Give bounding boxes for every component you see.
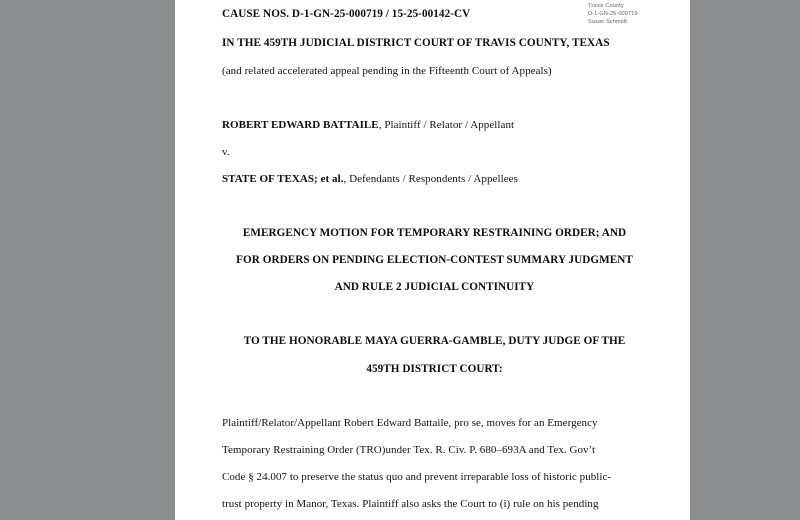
filing-stamp-county: Travis County [588, 3, 624, 9]
related-appeal-line: (and related accelerated appeal pending in the Fifteenth Court of Appeals) [222, 65, 552, 77]
filing-stamp-clerk-name: Susan Schmidt [588, 19, 628, 26]
defendant-name: STATE OF TEXAS; et al. [222, 173, 344, 185]
motion-title-line-3: AND RULE 2 JUDICIAL CONTINUITY [334, 281, 535, 293]
defendant-line [222, 173, 647, 185]
filing-stamp-cause-number: D-1-GN-25-000719 [588, 11, 638, 18]
document-page [175, 0, 690, 520]
plaintiff-line [222, 119, 647, 131]
address-block-line-1: TO THE HONORABLE MAYA GUERRA-GAMBLE, DUTY JUDGE OF THE [243, 335, 626, 347]
defendant-roles: , Defendants / Respondents / Appellees [343, 173, 518, 185]
address-block-line-2: 459TH DISTRICT COURT: [366, 363, 503, 375]
plaintiff-name: ROBERT EDWARD BATTAILE [222, 119, 379, 131]
body-paragraph-line-4: trust property in Manor, Texas. Plaintiff also asks the Court to (i) rule on his pending [222, 498, 599, 510]
body-paragraph-line-2: Temporary Restraining Order (TRO)under Tex. R. Civ. P. 680–693A and Tex. Gov’t [222, 444, 596, 456]
plaintiff-roles: , Plaintiff / Relator / Appellant [378, 119, 515, 131]
body-paragraph-line-1: Plaintiff/Relator/Appellant Robert Edward Battaile, pro se, moves for an Emergency [222, 417, 598, 429]
cause-numbers-line: CAUSE NOS. D-1-GN-25-000719 / 15-25-00142-CV [222, 8, 471, 20]
motion-title-line-2: FOR ORDERS ON PENDING ELECTION-CONTEST SUMMARY JUDGMENT [236, 254, 633, 266]
versus-line: v. [222, 146, 230, 158]
body-paragraph-line-3: Code § 24.007 to preserve the status quo and prevent irreparable loss of historic public- [222, 471, 612, 483]
motion-title-line-1: EMERGENCY MOTION FOR TEMPORARY RESTRAINING ORDER; AND [242, 227, 627, 239]
court-name-line: IN THE 459TH JUDICIAL DISTRICT COURT OF TRAVIS COUNTY, TEXAS [222, 37, 610, 49]
